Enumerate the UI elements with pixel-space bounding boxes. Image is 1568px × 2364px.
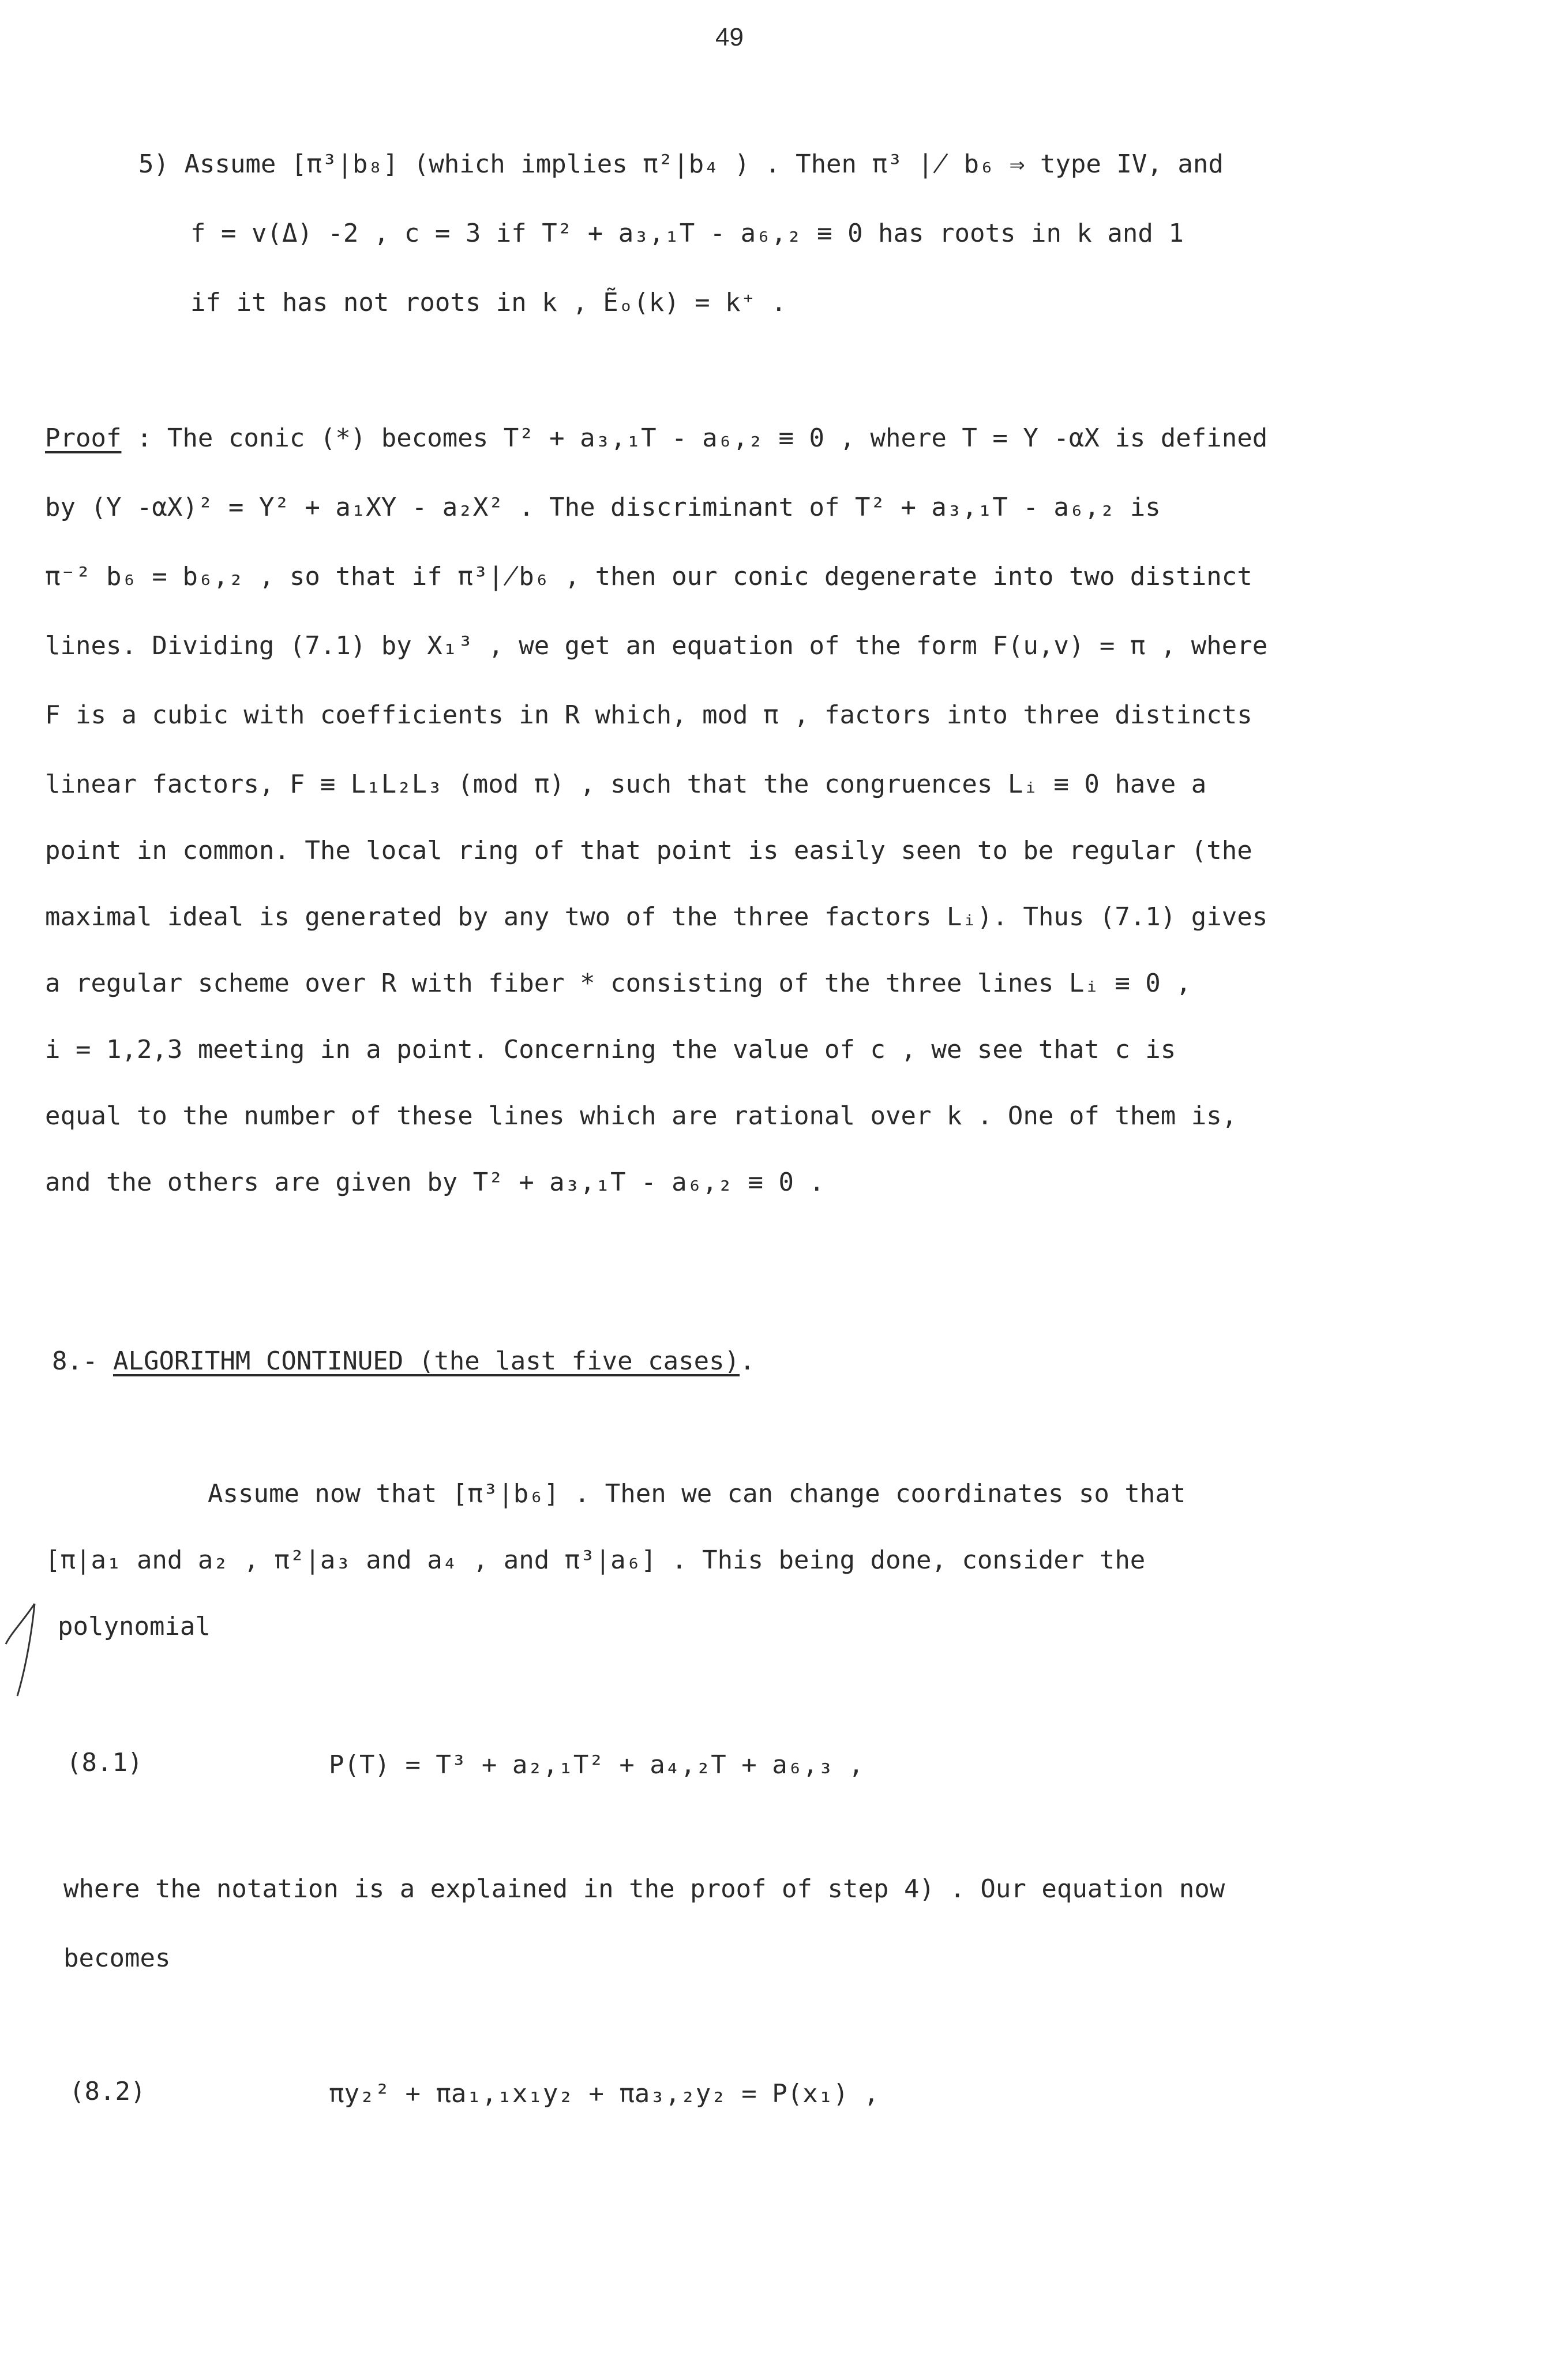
- proof-line-8: maximal ideal is generated by any two of the three factors Lᵢ). Thus (7.1) gives: [45, 902, 1268, 932]
- section-8-title-period: .: [740, 1346, 755, 1376]
- equation-8-2: πy₂² + πa₁,₁x₁y₂ + πa₃,₂y₂ = P(x₁) ,: [329, 2079, 879, 2108]
- section-8-number: 8.-: [52, 1346, 113, 1376]
- section-8-line-5: becomes: [63, 1943, 171, 1973]
- section-8-line-4: where the notation is a explained in the proof of step 4) . Our equation now: [63, 1874, 1225, 1904]
- equation-8-1: P(T) = T³ + a₂,₁T² + a₄,₂T + a₆,₃ ,: [329, 1750, 864, 1780]
- proof-line-2: by (Y -αX)² = Y² + a₁XY - a₂X² . The discriminant of T² + a₃,₁T - a₆,₂ is: [45, 493, 1161, 522]
- proof-line-10: i = 1,2,3 meeting in a point. Concerning the value of c , we see that c is: [45, 1035, 1176, 1064]
- proof-line-11: equal to the number of these lines which are rational over k . One of them is,: [45, 1101, 1237, 1131]
- step5-line-3: if it has not roots in k , Ẽₒ(k) = k⁺ .: [190, 288, 787, 317]
- equation-8-2-number: (8.2): [69, 2077, 146, 2106]
- step5-line-1: 5) Assume [π³|b₈] (which implies π²|b₄ ) . Then π³ ∤ b₆ ⇒ type IV, and: [138, 149, 1224, 179]
- proof-text-1: : The conic (*) becomes T² + a₃,₁T - a₆,₂ ≡ 0 , where T = Y -αX is defined: [121, 423, 1268, 453]
- proof-line-5: F is a cubic with coefficients in R which, mod π , factors into three distincts: [45, 700, 1252, 730]
- section-8-line-2: [π|a₁ and a₂ , π²|a₃ and a₄ , and π³|a₆] . This being done, consider the: [45, 1545, 1146, 1575]
- margin-pen-mark: [0, 1598, 40, 1702]
- section-8-line-3: polynomial: [58, 1612, 211, 1641]
- section-8-line-1: Assume now that [π³|b₆] . Then we can change coordinates so that: [208, 1479, 1186, 1509]
- proof-line-3: π⁻² b₆ = b₆,₂ , so that if π³∤b₆ , then our conic degenerate into two distinct: [45, 562, 1252, 591]
- section-8-title: ALGORITHM CONTINUED (the last five cases): [112, 1346, 740, 1376]
- proof-line-1: [45, 421, 1267, 456]
- section-8-heading: [52, 1344, 755, 1379]
- step5-line-2: f = v(Δ) -2 , c = 3 if T² + a₃,₁T - a₆,₂ ≡ 0 has roots in k and 1: [190, 219, 1184, 248]
- equation-8-1-number: (8.1): [66, 1748, 143, 1777]
- proof-line-7: point in common. The local ring of that point is easily seen to be regular (the: [45, 836, 1252, 865]
- proof-line-4: lines. Dividing (7.1) by X₁³ , we get an equation of the form F(u,v) = π , where: [45, 631, 1268, 661]
- proof-label: Proof: [45, 423, 122, 453]
- page-number: 49: [715, 23, 744, 51]
- proof-line-12: and the others are given by T² + a₃,₁T - a₆,₂ ≡ 0 .: [45, 1168, 825, 1197]
- proof-line-6: linear factors, F ≡ L₁L₂L₃ (mod π) , such that the congruences Lᵢ ≡ 0 have a: [45, 770, 1207, 799]
- proof-line-9: a regular scheme over R with fiber * consisting of the three lines Lᵢ ≡ 0 ,: [45, 969, 1191, 998]
